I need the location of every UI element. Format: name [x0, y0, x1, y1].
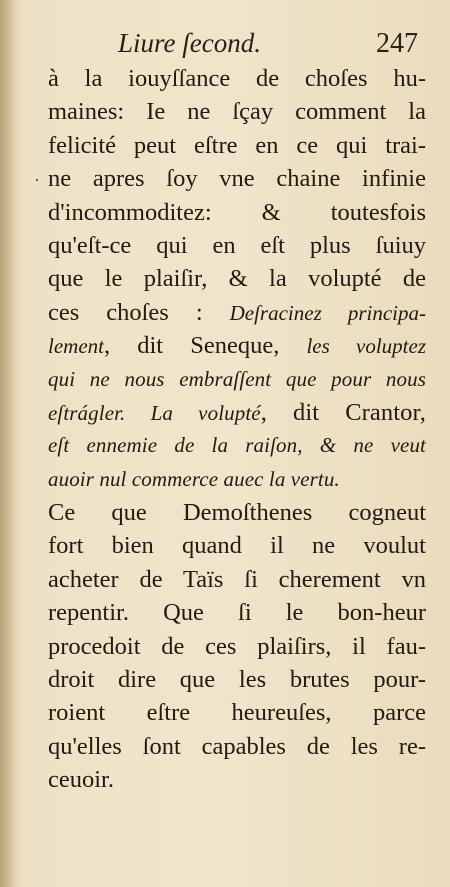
text-line: acheter de Taïs ſi cherement vn: [48, 565, 426, 593]
body-text: [48, 62, 426, 797]
text-line: droit dire que les brutes pour-: [48, 666, 426, 694]
margin-mark: ·: [34, 170, 40, 190]
running-head: Liure ſecond.: [118, 28, 261, 58]
italic-quote-line: auoir nul commerce auec la vertu.: [48, 466, 340, 491]
text-line: maines: Ie ne ſçay comment la: [48, 98, 426, 126]
text-line: qu'eſt-ce qui en eſt plus ſuiuy: [48, 231, 426, 259]
text-line: lement, dit Seneque, les voluptez: [48, 332, 426, 360]
text-line: que le plaiſir, & la volupté de: [48, 265, 426, 293]
italic-quote: les voluptez: [306, 334, 426, 359]
italic-quote-line: eſt ennemie de la raiſon, & ne veut: [48, 433, 426, 458]
text-line: repentir. Que ſi le bon-heur: [48, 599, 426, 627]
italic-quote: Deſracinez principa-: [229, 300, 427, 325]
text-line: procedoit de ces plaiſirs, il fau-: [48, 632, 426, 660]
text-line: ne apres ſoy vne chaine infinie: [48, 165, 426, 193]
text-line: felicité peut eſtre en ce qui trai-: [48, 131, 426, 159]
page-header: [118, 28, 418, 62]
text-line: à la iouyſſance de choſes hu-: [48, 65, 426, 92]
text-line: fort bien quand il ne voulut: [48, 532, 426, 560]
text-line: ceuoir.: [48, 766, 114, 794]
italic-quote: lement: [48, 334, 104, 359]
text-line: ces choſes : Deſracinez principa-: [48, 298, 427, 326]
italic-quote-line: qui ne nous embraſſent que pour nous: [48, 366, 426, 391]
text-line: qu'elles ſont capables de les re-: [48, 732, 426, 760]
italic-quote-line: eſtrágler. La volupté, dit Crantor,: [48, 398, 426, 426]
gutter-shadow: [0, 0, 18, 887]
page-number: 247: [376, 28, 418, 59]
text-line: d'incommoditez: & toutesfois: [48, 198, 426, 226]
text-line: Ce que Demoſthenes cogneut: [48, 499, 426, 527]
text-line: roient eſtre heureuſes, parce: [48, 699, 426, 727]
